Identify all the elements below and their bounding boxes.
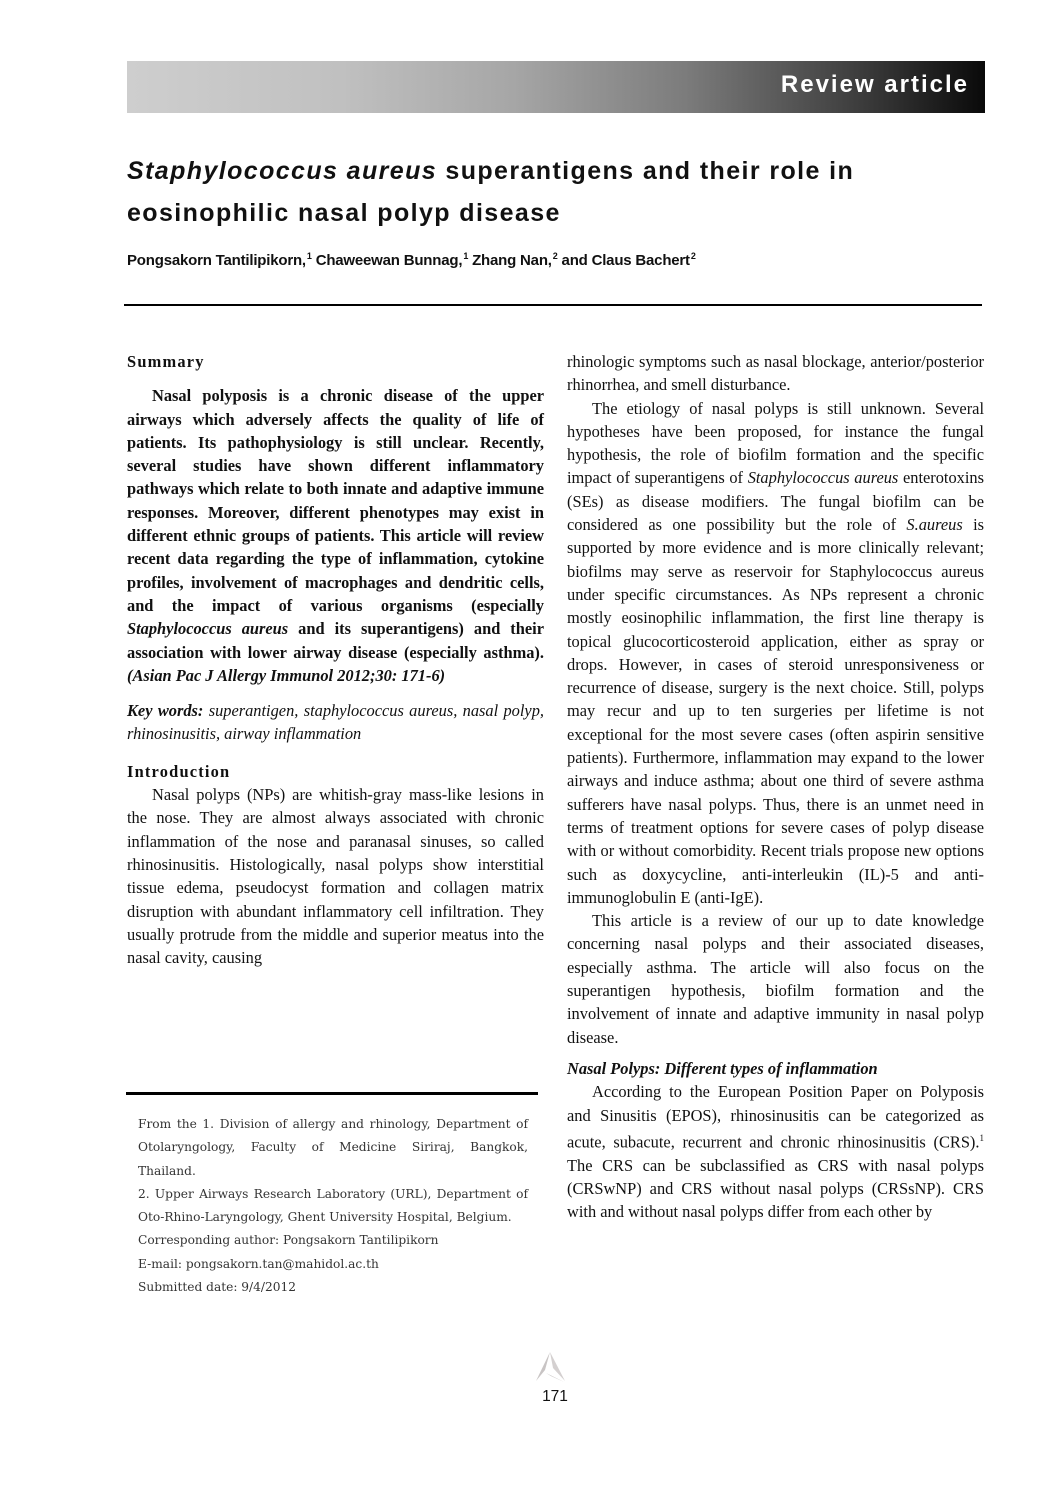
introduction-paragraph-1: Nasal polyps (NPs) are whitish-gray mass-like lesions in the nose. They are almost always associated with chronic inflammation of the nose and paranasal sinuses, so called rhinosinusitis. Histologically, nasal polyps show interstitial tissue edema, pseudocyst formation and collagen matrix disruption with abundant inflammatory cell infiltration. They usually protrude from the middle and superior meatus into the nasal cavity, causing	[127, 785, 544, 968]
footnote-divider	[126, 1092, 538, 1095]
keywords-list: superantigen, staphylococcus aureus, nasal polyp, rhinosinusitis, airway inflammation	[127, 701, 544, 744]
author-affiliation: 2	[552, 251, 558, 261]
paragraph-text: enterotoxins (SEs) as disease modifiers. The fungal biofilm can be considered as one possibility but the role of	[567, 468, 984, 535]
title-line1-rest: superantigens and their role in	[437, 157, 855, 185]
paragraph-text: is supported by more evidence and is more clinically relevant; biofilms may serve as reservoir for Staphylococcus aureus under specific circumstances. As NPs represent a chronic mostly eosinophilic inflammation, the first line therapy is topical glucocorticosteroid application, either as spray or drops. However, in cases of steroid unresponsiveness or recurrence of disease, surgery is the next choice. Still, polyps may recur and up to ten surgeries per lifetime is not exceptional for the most severe cases (often aspirin sensitive patients). Furthermore, inflammation may expand to the lower airways and induce asthma; about one third of severe asthma sufferers have nasal polyps. Thus, there is an unmet need in terms of treatment options for severe cases of polyp disease with or without comorbidity. Recent trials propose new options such as doxycycline, anti-interleukin (IL)-5 and anti-immunoglobulin E (anti-IgE).	[567, 515, 985, 907]
introduction-heading: Introduction	[127, 761, 231, 781]
header-divider	[124, 304, 982, 306]
inflammation-paragraph	[567, 1080, 984, 1223]
footnote-corresponding-author: Corresponding author: Pongsakorn Tantilipikorn	[138, 1233, 439, 1248]
author-affiliation: 1	[463, 251, 469, 261]
keywords	[127, 699, 544, 746]
author-affiliation: 1	[306, 251, 312, 261]
introduction-paragraph-3: This article is a review of our up to date knowledge concerning nasal polyps and their associated diseases, especially asthma. The article will also focus on the superantigen hypothesis, biofilm formation and the involvement of innate and adaptive immunity in nasal polyp disease.	[567, 911, 984, 1047]
footnote-email: E-mail: pongsakorn.tan@mahidol.ac.th	[138, 1256, 379, 1271]
author-name: and Claus Bachert	[561, 252, 690, 269]
article-title	[127, 150, 997, 234]
introduction-paragraph-2	[567, 397, 984, 910]
summary-italic-species: Staphylococcus aureus	[127, 619, 289, 639]
paragraph-text: The CRS can be subclassified as CRS with nasal polyps (CRSwNP) and CRS without nasal polyps (CRSsNP). CRS with and without nasal polyps differ from each other by	[567, 1155, 984, 1222]
author-name: Zhang Nan,	[472, 252, 552, 269]
summary-paragraph	[127, 384, 544, 687]
summary-text: Nasal polyposis is a chronic disease of the upper airways which adversely affects the quality of life of patients. Its pathophysiology is still unclear. Recently, several studies have shown different inflammatory pathways which relate to both innate and adaptive immune responses. Moreover, different phenotypes may exist in different ethnic groups of patients. This article will review recent data regarding the type of inflammation, cytokine profiles, involvement of macrophages and dendritic cells, and the impact of various organisms (especially	[127, 386, 544, 615]
page-number: 171	[542, 1388, 568, 1405]
italic-species: S.aureus	[906, 515, 963, 535]
author-name: Chaweewan Bunnag,	[315, 252, 463, 269]
reference-marker[interactable]: 1	[979, 1132, 984, 1143]
keywords-label: Key words:	[127, 701, 204, 721]
article-type-label: Review article	[780, 71, 969, 98]
paragraph-text: According to the European Position Paper on Polyposis and Sinusitis (EPOS), rhinosinusitis can be categorized as acute, subacute, recurrent and chronic rhinosinusitis (CRS).	[567, 1082, 984, 1152]
title-italic-species: Staphylococcus aureus	[127, 157, 438, 185]
journal-logo-icon	[533, 1351, 567, 1383]
summary-heading: Summary	[127, 352, 205, 371]
paragraph-text: The etiology of nasal polyps is still unknown. Several hypotheses have been proposed, for instance the fungal hypothesis, the role of biofilm formation and the specific impact of superantigens of	[567, 398, 984, 488]
summary-text: and its superantigens) and their association with lower airway disease (especially asthma).	[127, 619, 544, 662]
author-name: Pongsakorn Tantilipikorn,	[127, 252, 306, 269]
footnotes	[138, 1113, 528, 1299]
journal-citation: (Asian Pac J Allergy Immunol 2012;30: 171-6)	[127, 665, 446, 685]
left-column	[127, 350, 544, 969]
footnote-submitted-date: Submitted date: 9/4/2012	[138, 1280, 297, 1295]
footnote-affiliation-1: From the 1. Division of allergy and rhinology, Department of Otolaryngology, Faculty of Medicine Siriraj, Bangkok, Thailand.	[138, 1117, 528, 1178]
introduction-paragraph-1-continued: rhinologic symptoms such as nasal blockage, anterior/posterior rhinorrhea, and smell disturbance.	[567, 352, 984, 395]
inflammation-subheading: Nasal Polyps: Different types of inflammation	[567, 1058, 878, 1078]
italic-species: Staphylococcus aureus	[747, 468, 899, 488]
title-line2: eosinophilic nasal polyp disease	[127, 199, 561, 227]
author-affiliation: 2	[690, 251, 696, 261]
article-type-banner	[127, 61, 985, 113]
author-list	[127, 251, 997, 269]
footnote-affiliation-2: 2. Upper Airways Research Laboratory (URL), Department of Oto-Rhino-Laryngology, Ghent University Hospital, Belgium.	[138, 1186, 528, 1225]
right-column	[567, 350, 984, 1223]
